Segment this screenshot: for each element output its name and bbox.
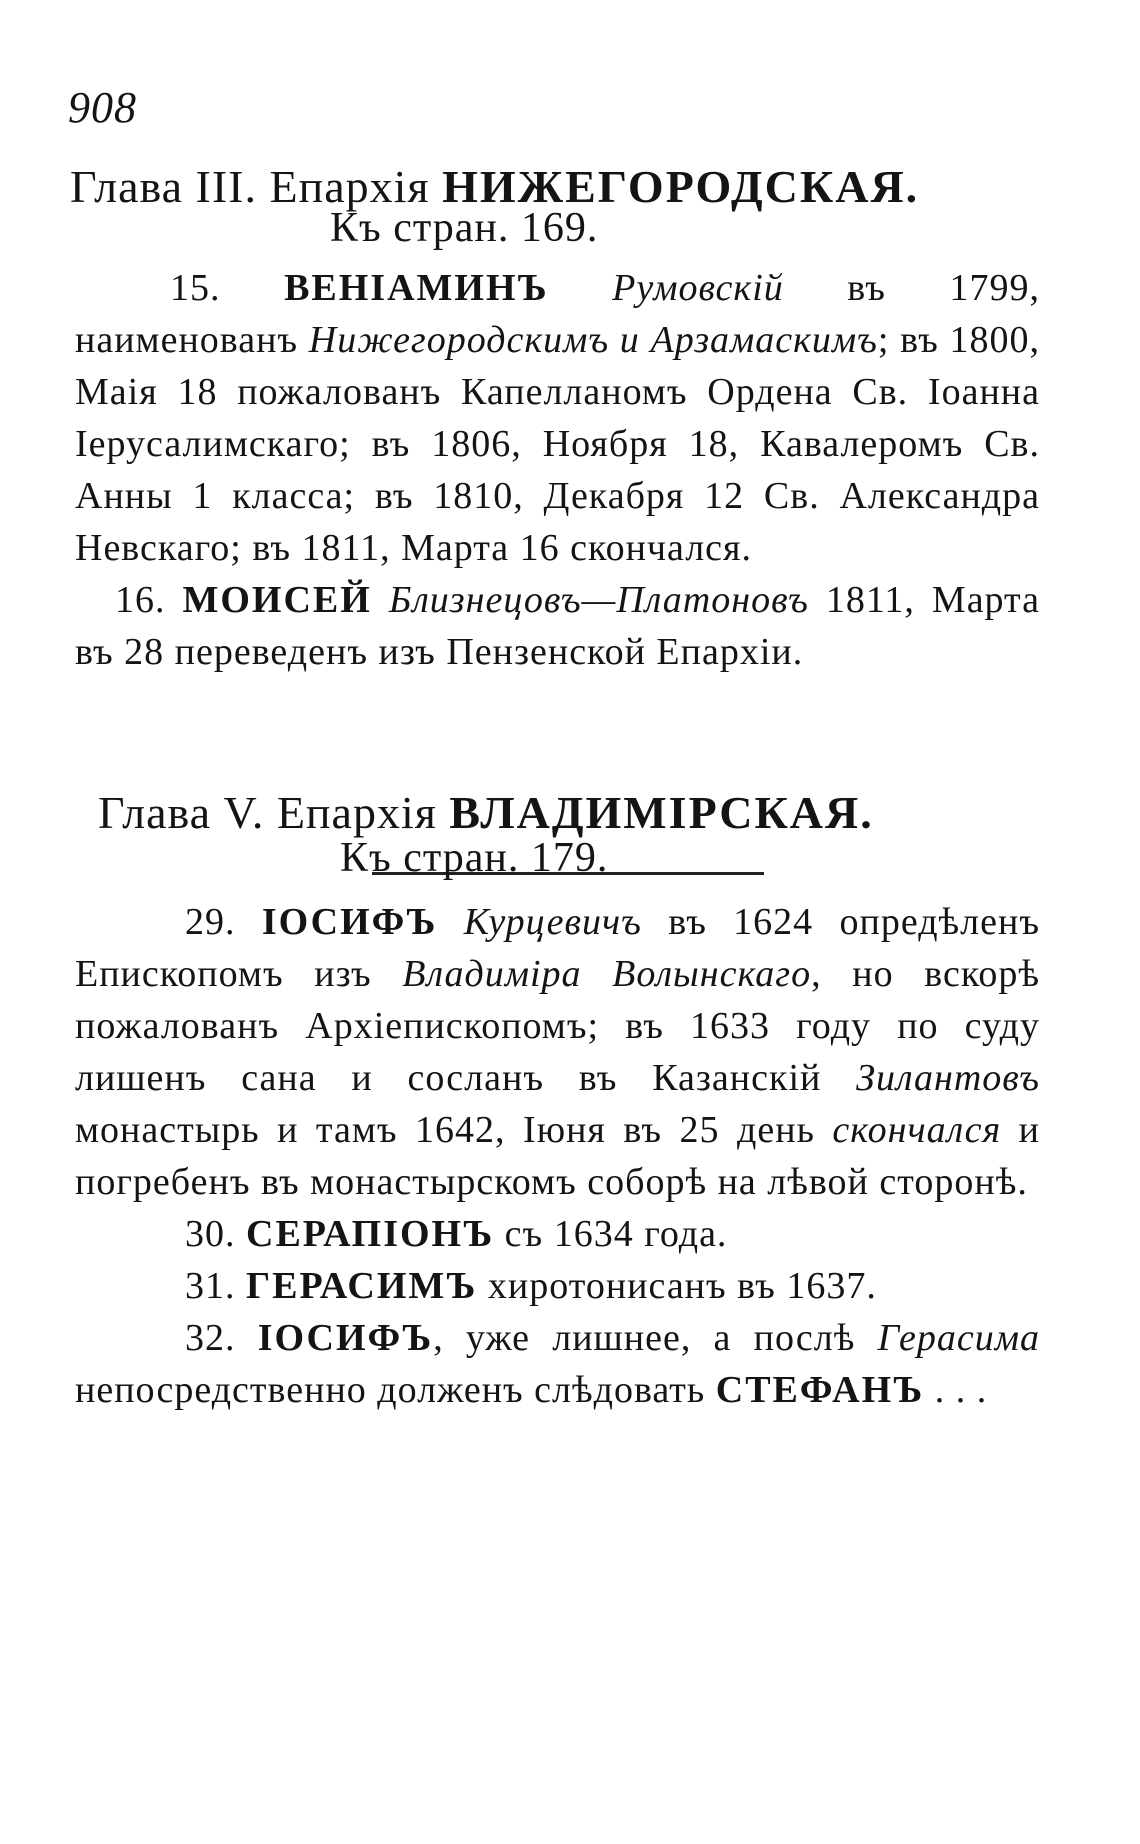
heading-diocese: НИЖЕГОРОДСКАЯ. (442, 161, 920, 212)
heading-prefix: Глава III. Епархія (70, 161, 430, 212)
chapter-heading-5 (98, 786, 1078, 839)
entry-surname: Курцевичъ (463, 901, 642, 943)
entry-16: 16. МОИСЕЙ Близнецовъ—Платоновъ 1811, Марта въ 28 переведенъ изъ Пензенской Епархіи. (75, 579, 1040, 673)
entries-section-1 (75, 262, 1040, 678)
entry-surname: Близнецовъ—Платоновъ (388, 579, 809, 621)
entry-name: МОИСЕЙ (182, 579, 372, 621)
entry-name: СЕРАПІОНЪ (246, 1213, 495, 1255)
entry-32: 32. ІОСИФЪ, уже лишнее, а послѣ Герасима непосредственно долженъ слѣдовать СТЕФАНЪ . . . (75, 1317, 1041, 1411)
entry-name: ВЕНІАМИНЪ (284, 267, 549, 309)
heading-diocese: ВЛАДИМІРСКАЯ. (449, 787, 874, 838)
entry-name: ІОСИФЪ (257, 1317, 434, 1359)
entry-30: 30. СЕРАПІОНЪ съ 1634 года. (185, 1213, 728, 1255)
entries-section-2 (75, 896, 1040, 1416)
entry-29: 29. ІОСИФЪ Курцевичъ въ 1624 опредѣленъ Епископомъ изъ Владиміра Волынскаго, но вскорѣ пожалованъ Архіепископомъ; въ 1633 году по суду лишенъ сана и сосланъ въ Казанскій Зилантовъ монастырь и тамъ 1642, Іюня въ 25 день скончался и погребенъ въ монастырскомъ соборѣ на лѣвой сторонѣ. (75, 901, 1041, 1203)
page-number: 908 (68, 83, 137, 132)
heading-prefix: Глава V. Епархія (98, 787, 437, 838)
page-reference: Къ стран. 179. (340, 835, 609, 881)
entry-surname: Румовскій (612, 267, 784, 309)
entry-name: ГЕРАСИМЪ (246, 1265, 478, 1307)
entry-name-2: СТЕФАНЪ (715, 1369, 925, 1411)
entry-name: ІОСИФЪ (261, 901, 438, 943)
entry-15: 15. ВЕНІАМИНЪ Румовскій въ 1799, наименованъ Нижегородскимъ и Арзамаскимъ; въ 1800, Мaія 18 пожалованъ Капелланомъ Ордена Св. Іоанна Іерусалимскаго; въ 1806, Ноября 18, Кавалеромъ Св. Анны 1 класса; въ 1810, Декабря 12 Св. Александра Невскаго; въ 1811, Марта 16 скончался. (75, 267, 1041, 569)
page-reference: Къ стран. 169. (330, 205, 599, 251)
entry-31: 31. ГЕРАСИМЪ хиротонисанъ въ 1637. (185, 1265, 877, 1307)
